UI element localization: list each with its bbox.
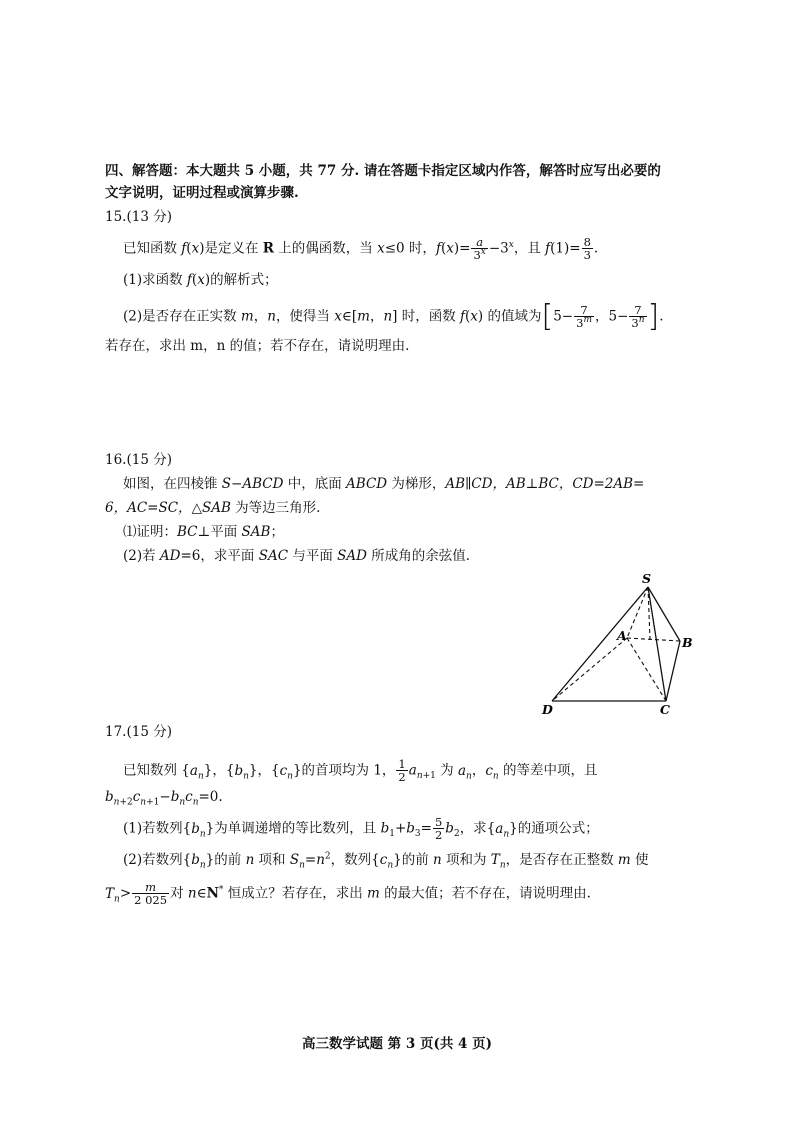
q17-line2: $b_{n+2}c_{n+1}-b_nc_n=0$.	[105, 789, 223, 808]
section-header-line2: 文字说明，证明过程或演算步骤.	[105, 185, 299, 201]
edge-SD	[552, 587, 648, 701]
label-C: C	[660, 702, 670, 717]
q15-part2: (2)是否存在正实数 m，n，使得当 x∈[m，n] 时，函数 f(x) 的值域为[5− $\frac{7}{3^m}$ ，5− $\frac{7}{3^n}$ ].	[123, 299, 664, 334]
q17-number: 17.(15 分)	[105, 724, 172, 740]
edge-AC	[627, 638, 666, 701]
edge-SA	[627, 587, 648, 638]
q16-part2: (2)若 AD=6，求平面 SAC 与平面 SAD 所成角的余弦值.	[123, 548, 471, 564]
edge-CB	[666, 641, 680, 701]
q16-number: 16.(15 分)	[105, 452, 172, 468]
label-S: S	[642, 571, 652, 586]
q16-part1: ⑴证明：BC⊥平面 SAB；	[123, 524, 284, 540]
q16-line1: 如图，在四棱锥 S−ABCD 中，底面 ABCD 为梯形，AB∥CD，AB⊥BC，CD=2AB=	[123, 476, 645, 492]
edge-SC	[648, 587, 666, 701]
q17-part2-cont: $T_n>$ $\frac{m}{2 025}$ 对 n∈N* 恒成立？若存在，求出 m 的最大值；若不存在，请说明理由.	[105, 880, 591, 907]
pyramid-figure	[530, 568, 710, 718]
page-footer: 高三数学试题 第 3 页(共 4 页)	[301, 1036, 493, 1052]
label-B: B	[682, 635, 693, 650]
label-A: A	[617, 628, 627, 643]
q17-part2: (2)若数列$\{b_n\}$的前 n 项和 $S_n=n^2$，数列$\{c_n\}$的前 n 项和为 $T_n$，是否存在正整数 m 使	[123, 851, 649, 871]
q16-line2: 6，AC=SC，△SAB 为等边三角形.	[105, 500, 321, 516]
q15-stem: 已知函数 f(x)是定义在 R 上的偶函数，当 x≤0 时，f(x)= $\frac{a}{3^x}$ $-3^x$，且 f(1)= $\frac{8}{3}$ .	[123, 235, 599, 262]
label-D: D	[542, 702, 553, 717]
edge-AB	[627, 638, 680, 641]
q15-number: 15.(13 分)	[105, 209, 172, 225]
q15-part2-cont: 若存在，求出 m，n 的值；若不存在，请说明理由.	[105, 338, 410, 354]
q17-line1: 已知数列 $\{a_n\}$，$\{b_n\}$，$\{c_n\}$的首项均为 1， $\frac{1}{2}$ $a_{n+1}$ 为 $a_n$，$c_n$ 的等差中项，且	[123, 757, 598, 784]
q15-part1: (1)求函数 f(x)的解析式；	[123, 272, 278, 288]
section-header-line1: 四、解答题：本大题共 5 小题，共 77 分. 请在答题卡指定区域内作答，解答时应写出必要的	[105, 163, 661, 179]
edge-AD	[552, 638, 627, 701]
q17-part1: (1)若数列$\{b_n\}$为单调递增的等比数列，且 $b_1+b_3=$ $\frac{5}{2}$ $b_2$，求$\{a_n\}$的通项公式；	[123, 815, 599, 842]
